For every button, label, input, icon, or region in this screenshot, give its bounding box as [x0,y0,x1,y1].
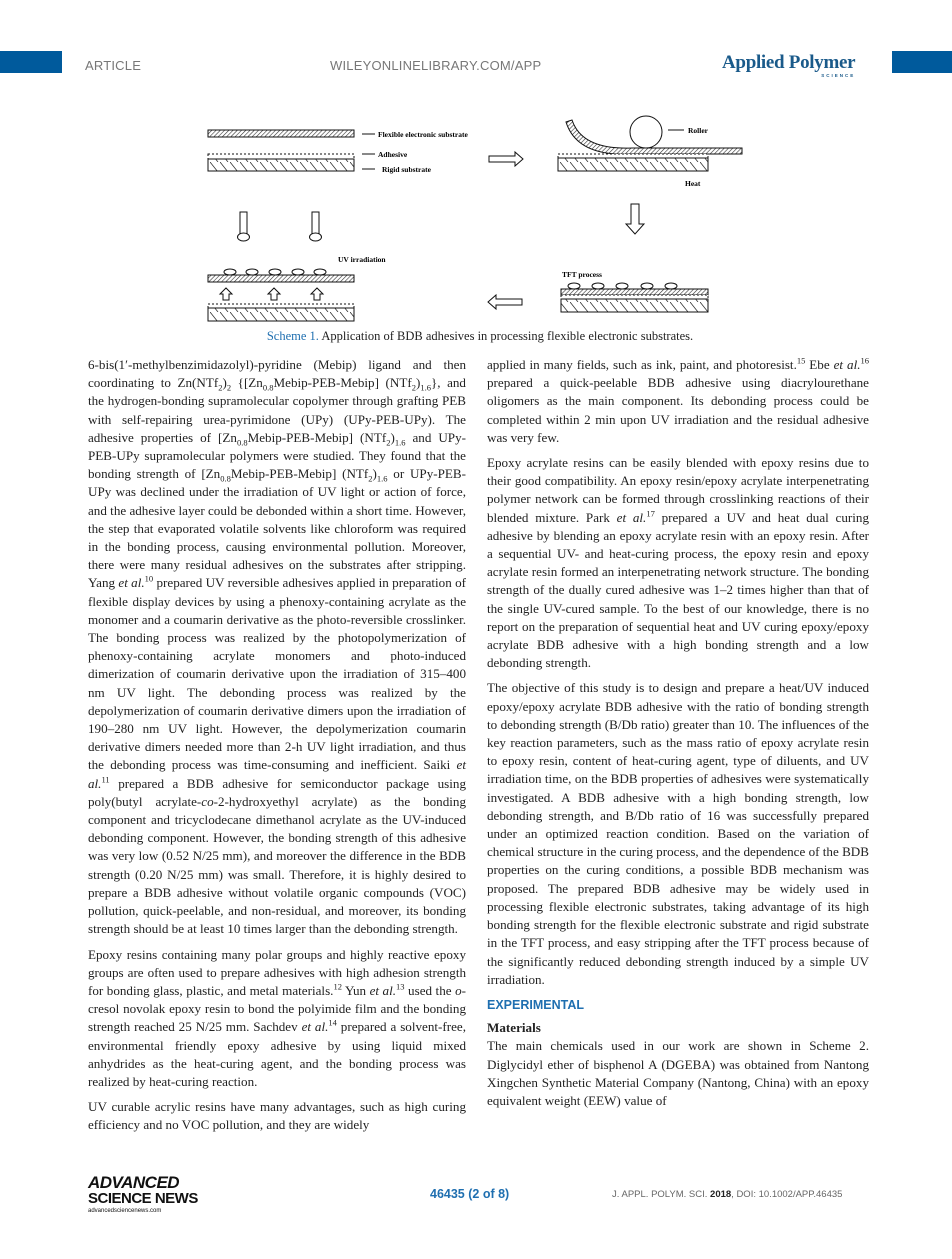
right-column [487,356,869,1117]
page-number: 46435 (2 of 8) [430,1187,510,1201]
paragraph: The main chemicals used in our work are shown in Scheme 2. Diglycidyl ether of bisphenol A (DGEBA) was obtained from Nantong Xingchen Synthetic Material Company (Nantong, China) with an epoxy equivalent weight (EEW) value of [487,1038,869,1108]
label-heat: Heat [685,179,701,188]
tft-stack [561,270,708,312]
label-rigid: Rigid substrate [382,165,431,174]
arrow-left-icon [488,295,522,309]
paragraph: Epoxy acrylate resins can be easily blended with epoxy resins due to their good compatibility. An epoxy resin/epoxy acrylate interpenetrating polymer network can be formed through crosslinking reactions of their blended mixture. Park et al.$^{17}$ prepared a UV and heat dual curing adhesive by blending an epoxy acrylate resin with an epoxy resin. After a sequential UV- and heat-curing process, the epoxy resin and epoxy acrylate resin formed an interpenetrating network structure. The bonding strength of the dually cured adhesive was 1–2 times higher than that of the single UV-cured sample. To the best of our knowledge, there is no report on the preparation of sequential heat and UV curing epoxy/epoxy acrylate BDB adhesive with a high bonding strength and a low debonding strength. [487,455,869,671]
header-accent-bar-right [892,51,952,73]
section-label: ARTICLE [85,58,142,73]
journal-logo: Applied Polymer SCIENCE [722,52,856,78]
publisher-logo: ADVANCED SCIENCE NEWS advancedsciencenews.com [88,1173,198,1214]
arrow-right-icon [489,152,523,166]
arrow-down-icon [626,204,644,234]
scheme-1-figure [200,112,760,322]
label-uv: UV irradiation [338,255,386,264]
paragraph: UV curable acrylic resins have many advantages, such as high curing efficiency and no VOC pollution, and they are widely [88,1099,466,1133]
journal-url[interactable]: WILEYONLINELIBRARY.COM/APP [330,58,542,73]
scheme-caption: Scheme 1. Application of BDB adhesives in processing flexible electronic substrates. [266,329,694,343]
label-adhesive: Adhesive [378,150,408,159]
subsection-heading: Materials [487,1020,541,1036]
header-accent-bar-left [0,51,62,73]
paragraph: applied in many fields, such as ink, paint, and photoresist.$^{15}$ Ebe et al.$^{16}$ prepared a quick-peelable BDB adhesive using diacrylourethane oligomers as the main component. Its debonding process could be completed within 2 min upon UV irradiation and the residual adhesive was very few. [487,355,869,445]
label-tft: TFT process [562,270,602,279]
citation: J. APPL. POLYM. SCI. 2018, DOI: 10.1002/APP.46435 [612,1189,843,1200]
paragraph: 6-bis(1′-methylbenzimidazolyl)-pyridine (Mebip) ligand and then coordinating to $Zn(NTf_2)_2$ {$[Zn_{0.8}Mebip-PEB-Mebip]$ $(NTf_2)_{1.6}$}, and the hydrogen-bonding supramolecular copolymer through grafting PEB with self-repairing urea-pyrimidone (UPy) (UPy-PEB-UPy). The adhesive properties of $[Zn_{0.8}Mebip-PEB-Mebip]$ $(NTf_2)_{1.6}$ and UPy-PEB-UPy supramolecular polymers were studied. They found that the bonding strength of $[Zn_{0.8}Mebip-PEB-Mebip]$ $(NTf_2)_{1.6}$ or UPy-PEB-UPy was declined under the irradiation of UV light or action of force, and the adhesive layer could be debonded within a short time. However, the step that evaporated volatile solvents like chloroform was required in the bonding process, causing environmental pollution. Moreover, there were many residual adhesives on the substrates after stripping. Yang et al.$^{10}$ prepared UV reversible adhesives applied in preparation of flexible display devices by using a phenoxy-containing acrylate as the monomer and a coumarin derivative as the photo-reversible crosslinker. The bonding process was realized by the photopolymerization of phenoxy-containing acrylate monomers and photo-induced dimerization of coumarin derivative upon the irradiation of 315–400 nm UV light. The debonding process was realized by the depolymerization of coumarin derivative dimers upon the irradiation of 190–280 nm UV light. However, the depolymerization coumarin derivative dimers needed more than 2-h UV light irradiation, and thus the debonding process was time-consuming and inefficient. Saiki et al.$^{11}$ prepared a BDB adhesive for semiconductor package using poly(butyl acrylate-co-2-hydroxyethyl acrylate) as the bonding component and tricyclodecane dimethanol acrylate as the UV-induced debonding component. However, the bonding strength of this adhesive was very low (0.52 N/25 mm), and moreover the difference in the BDB strength (0.20 N/25 mm) was small. Therefore, it is highly desired to prepare a BDB adhesive without volatile organic compounds (VOC) pollution, quick-peelable, and non-residual, and moreover, its bonding strength should be at least 10 times larger than the debonding strength. [88,357,467,937]
paragraph: Epoxy resins containing many polar groups and highly reactive epoxy groups are often used to prepare adhesives with high adhesion strength for bonding glass, plastic, and metal materials.$^{12}$ Yun et al.$^{13}$ used the o-cresol novolak epoxy resin to bond the polyimide film and the bonding strength reached 25 N/25 mm. Sachdev et al.$^{14}$ prepared a solvent-free, environmental friendly epoxy adhesive by using liquid mixed anhydrides as the heat-curing agent, and the bonding process was realized by heat-curing reaction. [88,946,466,1089]
left-column [88,356,466,1142]
lamination-stack [558,116,742,188]
label-roller: Roller [688,126,708,135]
paragraph: The objective of this study is to design and prepare a heat/UV induced epoxy/epoxy acrylate BDB adhesive with the ratio of bonding strength to debonding strength (B/Db ratio) greater than 10. The influences of the key reaction parameters, such as the mass ratio of epoxy acrylate resin to epoxy resin, content of heat-curing agent, type of diluents, and UV irradiation time, on the BDB properties of adhesives were systematically investigated. A BDB adhesive with a high bonding strength, low debonding strength, and B/Db ratio of 16 was successfully prepared under an optimized reaction condition. Based on the variation of chemical structure in the curing process, and the dependence of the BDB properties on the curing conditions, a possible BDB mechanism was proposed. The prepared BDB adhesive may be widely used in processing flexible electronic substrates, taking advantage of its high bonding strength for the flexible electronic substrate and rigid substrate in the TFT process, and easy stripping after the TFT process because of the significantly reduced debonding strength induced by a simple UV irradiation. [487,680,869,987]
label-flexible: Flexible electronic substrate [378,130,468,139]
uv-lamps [238,212,387,264]
debonding-stack [208,269,354,321]
initial-stack [208,130,469,174]
section-heading: EXPERIMENTAL [487,997,584,1012]
